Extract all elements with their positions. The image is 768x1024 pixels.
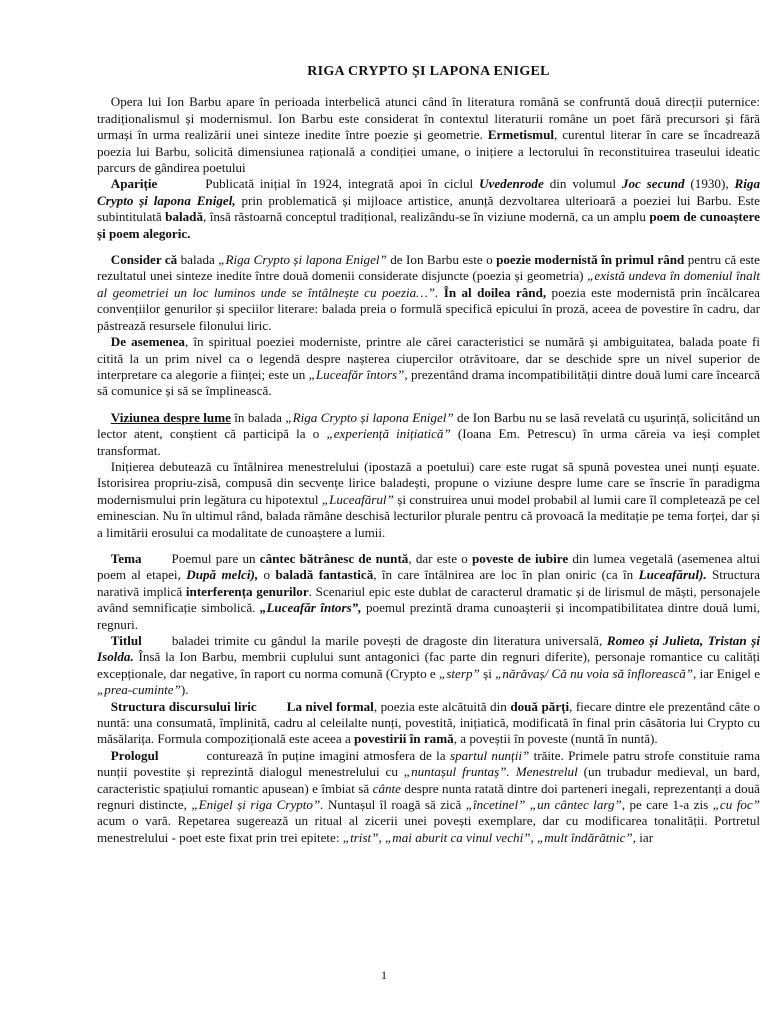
paragraph-aparitie: Apariție Publicată inițial în 1924, integrată apoi în ciclul Uvedenrode din volumul Joc secund (1930), Riga Crypto și lapona Enigel, prin problematică și mijloace artistice, anunță dezvoltarea ulterioară a poeziei lui Barbu. Este subintitulată baladă, însă răstoarnă conceptul tradițional, realizându-se în viziune modernă, ca un amplu poem de cunoaștere și poem alegoric. (97, 176, 760, 241)
label-prologul: Prologul (110, 747, 159, 763)
label-consider: Consider că (110, 252, 178, 268)
document-page (97, 64, 760, 846)
paragraph-titlul: Titlul baladei trimite cu gândul la marile povești de dragoste din literatura universală, Romeo și Julieta, Tristan și Isolda. Însă la Ion Barbu, membrii cuplului sunt antagonici (fac parte din regnuri diferite), personaje romantice cu calități excepționale, dar negative, în raport cu norma comună (Crypto e „sterp” și „nărăvaș/ Că nu voia să înflorească”, iar Enigel e „prea-cuminte”). (97, 633, 761, 698)
paragraph-asemenea: De asemenea, în spiritual poeziei moderniste, printre ale cărei caracteristici se numără și ambiguitatea, balada poate fi citită la un prim nivel ca o legendă despre nașterea ciupercilor otrăvitoare, dar se deschide spre un nivel superior de interpretare ca alegorie a ființei; este un „Luceafăr întors”, prezentând drama incompatibilității dintre două lumi care încearcă să comunice și să se împlinească. (97, 334, 760, 399)
page-number: 1 (381, 968, 387, 982)
paragraph-intro: Opera lui Ion Barbu apare în perioada interbelică atunci când în literatura română se confruntă două direcții puternice: tradiționalismul și modernismul. Ion Barbu este considerat în contextul literaturii române un poet fără precursori și fără urmași în urma realizării unei sinteze inedite între poezie și geometrie. Ermetismul, curentul literar în care se încadrează poezia lui Barbu, solicită dimensiunea rațională a condiției umane, o inițiere a lectorului în reconstituirea traseului ideatic parcurs de gândirea poetului (97, 94, 761, 176)
label-tema: Tema (110, 550, 142, 566)
label-structura: Structura discursului liric (110, 698, 257, 714)
label-viziune: Viziunea despre lume (110, 409, 231, 425)
paragraph-tema: Tema Poemul pare un cântec bătrânesc de nuntă, dar este o poveste de iubire din lumea vegetală (asemenea altui poem al etapei, După melci), o baladă fantastică, în care întâlnirea are loc în plan oniric (ca în Luceafărul). Structura narativă implică interferența genurilor. Scenariul epic este dublat de caracterul dramatic și de lirismul de măști, personajele având semnificație simbolică. „Luceafăr întors”, poemul prezintă drama cunoașterii și incompatibilitatea dintre două lumi, regnuri. (97, 550, 761, 632)
paragraph-initiere: Inițierea debutează cu întâlnirea menestrelului (ipostază a poetului) care este rugat să spună povestea unei nunți eșuate. Istorisirea propriu-zisă, compusă din secvențe lirice baladești, propune o viziune despre lume care se înscrie în paradigma modernismului prin legătura cu hipotextul „Luceafărul” și construirea unui model probabil al lumii care îl completează pe cel eminescian. Nu în ultimul rând, balada rămâne deschisă lecturilor plurale pentru că provoacă la meditație pe tema forței, dar și a limitării erosului ca modalitate de cunoaștere a lumii. (97, 458, 760, 540)
paragraph-consider: Consider că balada „Riga Crypto și lapona Enigel” de Ion Barbu este o poezie modernistă în primul rând pentru că este rezultatul unei sinteze inedite între două domenii considerate disjuncte (poezia și geometria) „există undeva în domeniul înalt al geometriei un loc luminos unde se întâlnește cu poezia…”. În al doilea rând, poezia este modernistă prin încălcarea convențiilor genurilor și speciilor literare: balada preia o formulă specifică epicului în proză, aceea de povestire în cadru, dar păstrează resursele filonului liric. (97, 252, 760, 333)
label-aparitie: Apariție (110, 176, 158, 192)
paragraph-structura: Structura discursului liric La nivel formal, poezia este alcătuită din două părți, fiecare dintre ele prezentând câte o nuntă: una consumată, împlinită, cadru al celeilalte nunți, povestită, inițiatică, modificată în final prin căsătoria lui Crypto cu măsălarița. Formula compozițională este aceea a povestirii în ramă, a poveștii în poveste (nuntă în nuntă). (97, 698, 761, 747)
paragraph-prologul: Prologul conturează în puține imagini atmosfera de la spartul nunții” trăite. Primele patru strofe constituie rama nunții povestite și reprezintă dialogul menestrelului cu „nuntașul fruntaș”. Menestrelul (un trubadur medieval, un bard, caracteristic spațiului romantic apusean) e îmbiat să cânte despre nunta ratată dintre doi parteneri inegali, reprezentanți a două regnuri distincte, „Enigel și riga Crypto”. Nuntașul îl roagă să zică „încetinel” „un cântec larg”, pe care 1-a zis „cu foc” acum o vară. Repetarea sugerează un ritual al zicerii unei povești exemplare, dar cu modificarea tonalității. Portretul menestrelului - poet este fixat prin trei epitete: „trist”, „mai aburit ca vinul vechi”, „mult îndărătnic”, iar (97, 747, 761, 845)
label-asemenea: De asemenea (110, 334, 185, 350)
document-title: RIGA CRYPTO ȘI LAPONA ENIGEL (307, 64, 550, 79)
label-titlul: Titlul (110, 633, 142, 648)
paragraph-viziune: Viziunea despre lume în balada „Riga Crypto și lapona Enigel” de Ion Barbu nu se lasă revelată cu ușurință, solicitând un lector atent, conștient că participă la o „experiență inițiatică” (Ioana Em. Petrescu) în urma căreia va ieși complet transformat. (97, 409, 760, 458)
